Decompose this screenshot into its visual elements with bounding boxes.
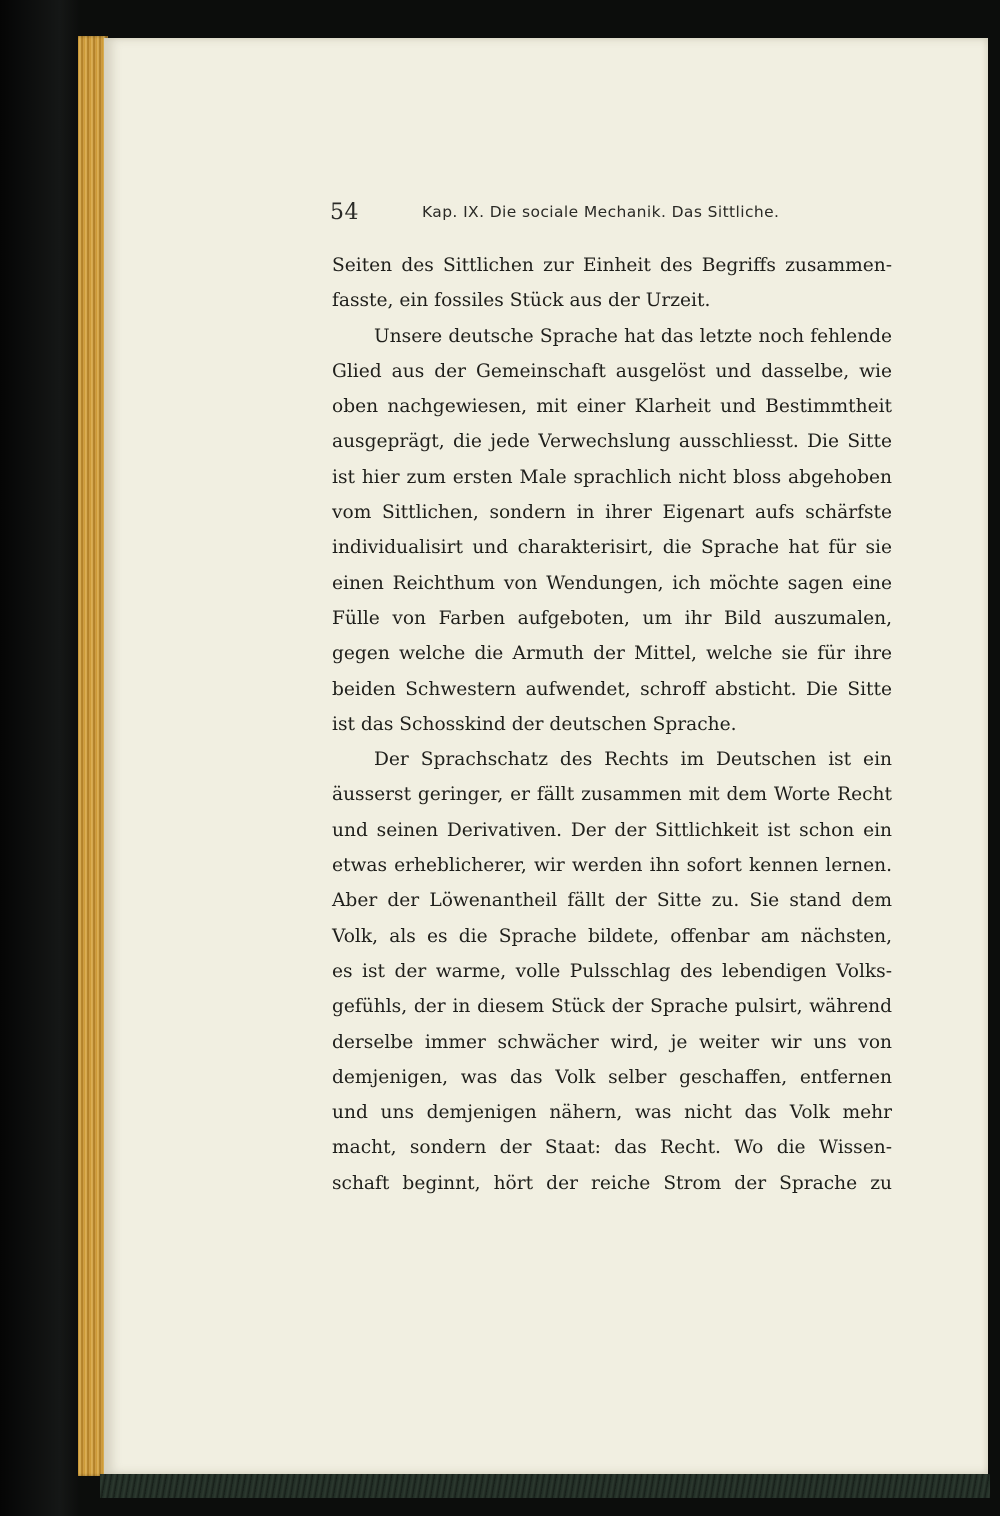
- text-line: Der Sprachschatz des Rechts im Deutschen ist ein: [374, 749, 892, 771]
- text-line: individualisirt und charakterisirt, die Sprache hat für sie: [332, 537, 892, 559]
- text-line: macht, sondern der Staat: das Recht. Wo die Wissen-: [332, 1137, 892, 1159]
- body-text: [332, 248, 892, 1201]
- text-line: einen Reichthum von Wendungen, ich möchte sagen eine: [332, 572, 892, 594]
- text-line: gefühls, der in diesem Stück der Sprache pulsirt, während: [332, 996, 892, 1018]
- text-line: schaft beginnt, hört der reiche Strom der Sprache zu: [332, 1172, 892, 1194]
- text-line: äusserst geringer, er fällt zusammen mit dem Worte Recht: [332, 784, 892, 806]
- text-line: ist hier zum ersten Male sprachlich nicht bloss abgehoben: [332, 466, 892, 488]
- text-line: Seiten des Sittlichen zur Einheit des Begriffs zusammen-: [332, 255, 892, 276]
- text-line: fasste, ein fossiles Stück aus der Urzeit.: [332, 290, 711, 312]
- text-line: Aber der Löwenantheil fällt der Sitte zu. Sie stand dem: [332, 890, 892, 912]
- page-number: 54: [330, 200, 359, 225]
- text-line: und seinen Derivativen. Der der Sittlichkeit ist schon ein: [332, 819, 892, 841]
- text-line: beiden Schwestern aufwendet, schroff absticht. Die Sitte: [332, 678, 892, 700]
- text-line: vom Sittlichen, sondern in ihrer Eigenart aufs schärfste: [332, 502, 892, 524]
- text-line: ist das Schosskind der deutschen Sprache.: [332, 713, 737, 735]
- text-line: oben nachgewiesen, mit einer Klarheit und Bestimmtheit: [332, 396, 892, 418]
- text-line: etwas erheblicherer, wir werden ihn sofort kennen lernen.: [332, 855, 892, 877]
- book-binding-strip: [100, 1474, 990, 1498]
- text-line: Volk, als es die Sprache bildete, offenbar am nächsten,: [332, 925, 892, 947]
- text-line: Glied aus der Gemeinschaft ausgelöst und dasselbe, wie: [332, 360, 892, 382]
- text-line: es ist der warme, volle Pulsschlag des lebendigen Volks-: [332, 960, 892, 982]
- text-line: gegen welche die Armuth der Mittel, welche sie für ihre: [332, 643, 892, 665]
- text-line: Unsere deutsche Sprache hat das letzte noch fehlende: [374, 325, 892, 347]
- chapter-heading: Kap. IX. Die sociale Mechanik. Das Sittliche.: [422, 203, 780, 221]
- running-head: [330, 200, 890, 232]
- text-line: demjenigen, was das Volk selber geschaffen, entfernen: [332, 1066, 892, 1088]
- text-line: und uns demjenigen nähern, was nicht das Volk mehr: [332, 1102, 892, 1124]
- text-line: Fülle von Farben aufgeboten, um ihr Bild auszumalen,: [332, 607, 892, 629]
- text-line: derselbe immer schwächer wird, je weiter wir uns von: [332, 1031, 892, 1053]
- text-line: ausgeprägt, die jede Verwechslung ausschliesst. Die Sitte: [332, 431, 892, 453]
